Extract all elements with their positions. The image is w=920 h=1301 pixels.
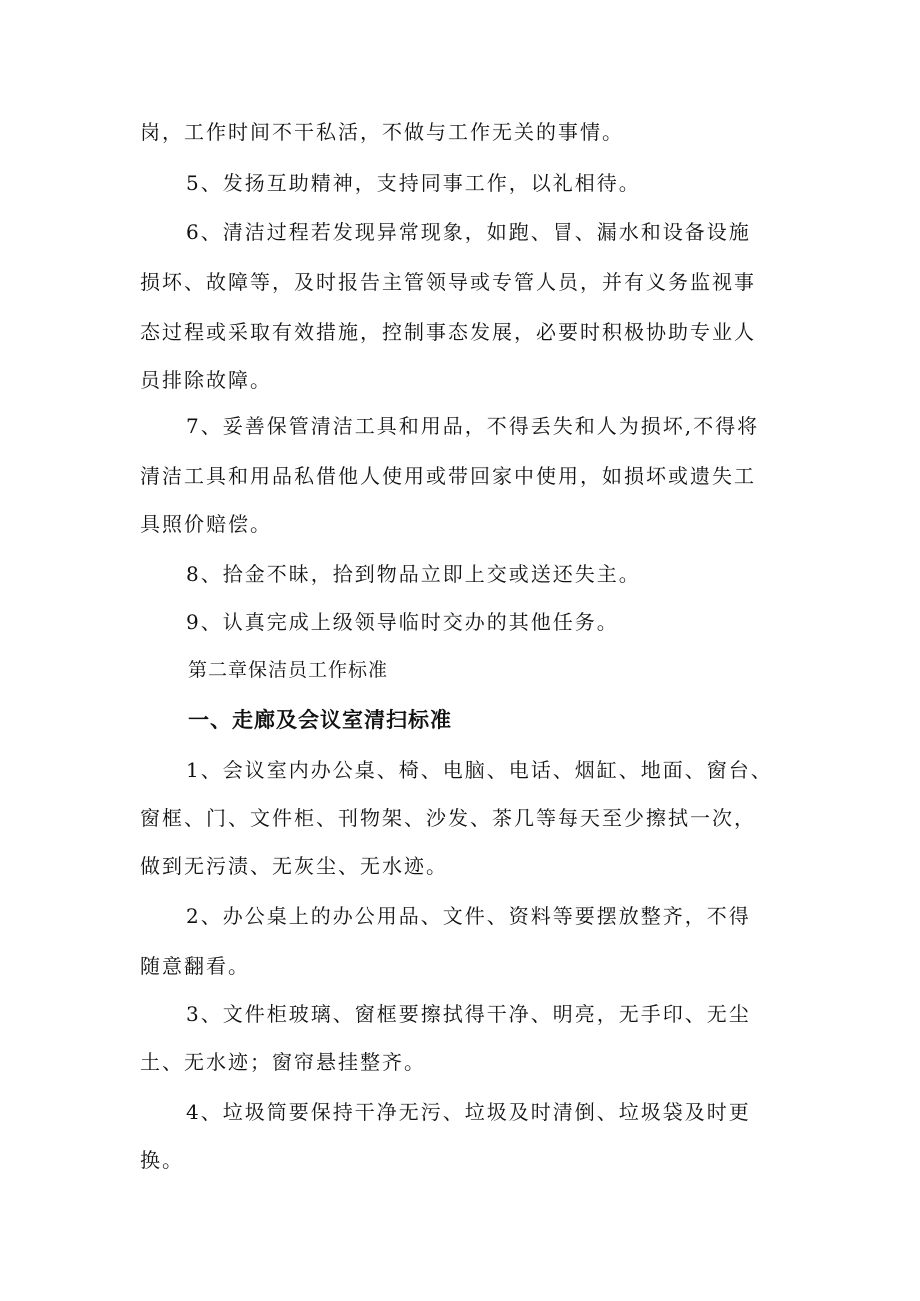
text-line: 具照价赔偿。 bbox=[140, 512, 272, 536]
text-line: 9、认真完成上级领导临时交办的其他任务。 bbox=[186, 610, 619, 634]
text-line: 6、清洁过程若发现异常现象，如跑、冒、漏水和设备设施 bbox=[186, 220, 751, 244]
text-line: 8、拾金不昧，拾到物品立即上交或送还失主。 bbox=[186, 562, 641, 586]
text-line: 土、无水迹；窗帘悬挂整齐。 bbox=[140, 1050, 426, 1074]
text-line: 随意翻看。 bbox=[140, 954, 250, 978]
text-line: 清洁工具和用品私借他人使用或带回家中使用，如损坏或遗失工 bbox=[140, 464, 756, 488]
text-line: 窗框、门、文件柜、刊物架、沙发、茶几等每天至少擦拭一次， bbox=[140, 806, 756, 830]
text-line: 态过程或采取有效措施，控制事态发展，必要时积极协助专业人 bbox=[140, 320, 756, 344]
chapter-heading: 第二章保洁员工作标准 bbox=[188, 659, 389, 681]
text-line: 员排除故障。 bbox=[140, 368, 272, 392]
text-line: 损坏、故障等，及时报告主管领导或专管人员，并有义务监视事 bbox=[140, 270, 756, 294]
text-line: 做到无污渍、无灰尘、无水迹。 bbox=[140, 854, 448, 878]
text-line: 7、妥善保管清洁工具和用品，不得丢失和人为损坏,不得将 bbox=[186, 414, 760, 438]
text-line: 3、文件柜玻璃、窗框要擦拭得干净、明亮，无手印、无尘 bbox=[186, 1002, 751, 1026]
section-heading: 一、走廊及会议室清扫标准 bbox=[188, 708, 452, 732]
text-line: 1、会议室内办公桌、椅、电脑、电话、烟缸、地面、窗台、 bbox=[186, 758, 773, 782]
text-line: 岗，工作时间不干私活，不做与工作无关的事情。 bbox=[140, 120, 624, 144]
text-line: 2、办公桌上的办公用品、文件、资料等要摆放整齐，不得 bbox=[186, 904, 751, 928]
text-line: 换。 bbox=[140, 1148, 184, 1172]
text-line: 5、发扬互助精神，支持同事工作，以礼相待。 bbox=[186, 171, 641, 195]
text-line: 4、垃圾筒要保持干净无污、垃圾及时清倒、垃圾袋及时更 bbox=[186, 1100, 751, 1124]
